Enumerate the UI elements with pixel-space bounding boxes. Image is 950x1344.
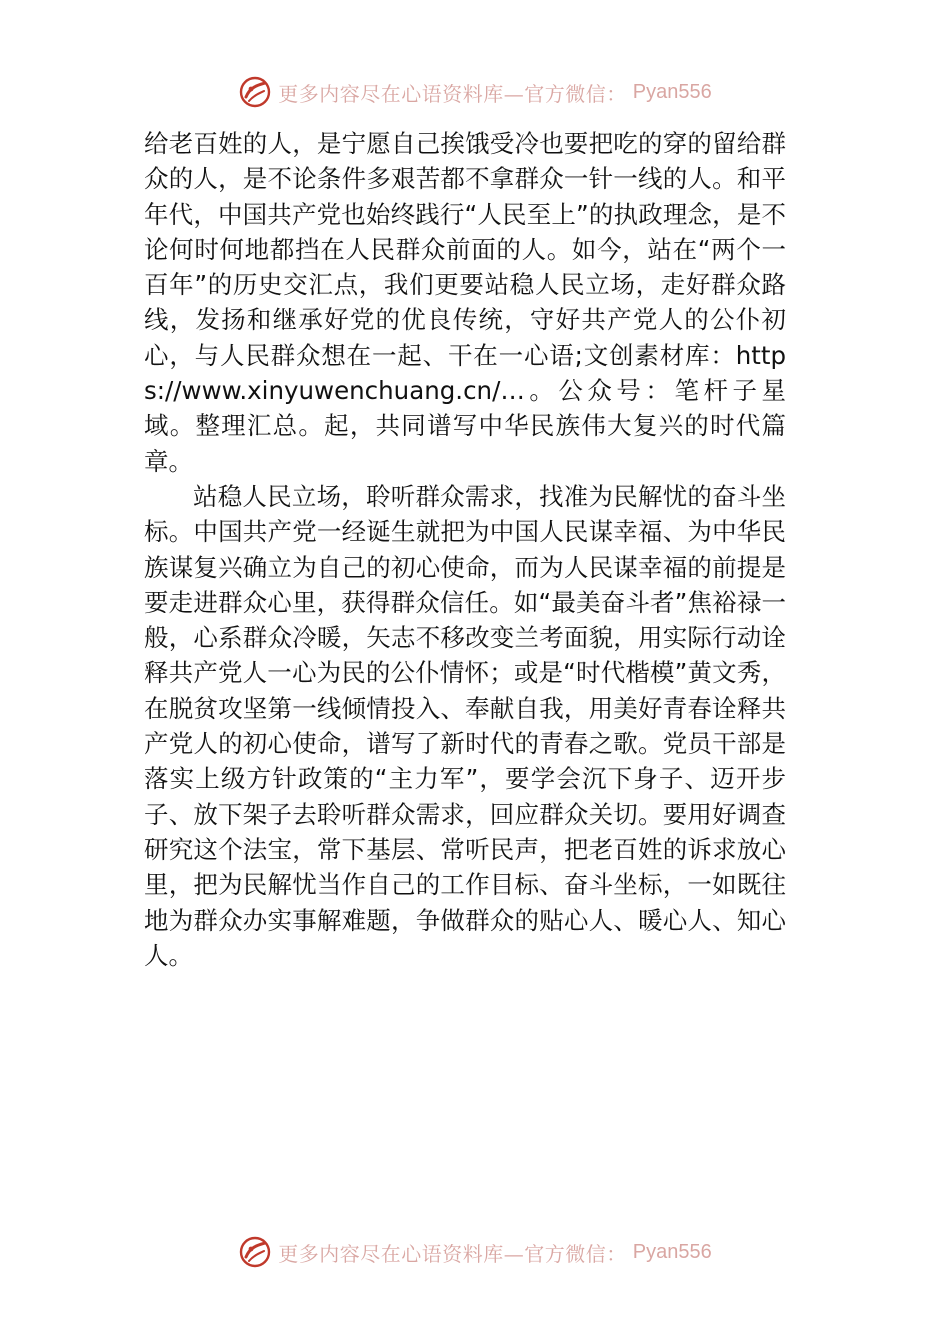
header-watermark-banner — [0, 72, 950, 112]
footer-banner-code: Pyan556 — [632, 1240, 712, 1263]
paragraph-1: 给老百姓的人，是宁愿自己挨饿受冷也要把吃的穿的留给群众的人，是不论条件多艰苦都不拿群众一针一线的人。和平年代，中国共产党也始终践行“人民至上”的执政理念，是不论何时何地都挡在人民群众前面的人。如今，站在“两个一百年”的历史交汇点，我们更要站稳人民立场，走好群众路线，发扬和继承好党的优良传统，守好共产党人的公仆初心，与人民群众想在一起、干在一心语;文创素材库：https://www.xinyuwenchuang.cn/…。公众号：笔杆子星域。整理汇总。起，共同谱写中华民族伟大复兴的时代篇章。 — [144, 129, 786, 476]
paragraph-2: 站稳人民立场，聆听群众需求，找准为民解忧的奋斗坐标。中国共产党一经诞生就把为中国人民谋幸福、为中华民族谋复兴确立为自己的初心使命，而为人民谋幸福的前提是要走进群众心里，获得群众信任。如“最美奋斗者”焦裕禄一般，心系群众冷暖，矢志不移改变兰考面貌，用实际行动诠释共产党人一心为民的公仆情怀；或是“时代楷模”黄文秀，在脱贫攻坚第一线倾情投入、奉献自我，用美好青春诠释共产党人的初心使命，谱写了新时代的青春之歌。党员干部是落实上级方针政策的“主力军”，要学会沉下身子、迈开步子、放下架子去聆听群众需求，回应群众关切。要用好调查研究这个法宝，常下基层、常听民声，把老百姓的诉求放心里，把为民解忧当作自己的工作目标、奋斗坐标，一如既往地为群众办实事解难题，争做群众的贴心人、暖心人、知心人。 — [144, 481, 786, 970]
header-banner-code: Pyan556 — [632, 80, 712, 103]
header-banner-text: 更多内容尽在心语资料库—官方微信： — [278, 81, 627, 106]
seal-logo-icon — [238, 1235, 272, 1269]
document-body — [144, 126, 786, 973]
footer-watermark-banner — [0, 1232, 950, 1272]
seal-logo-icon — [238, 75, 272, 109]
footer-banner-text: 更多内容尽在心语资料库—官方微信： — [278, 1241, 627, 1266]
